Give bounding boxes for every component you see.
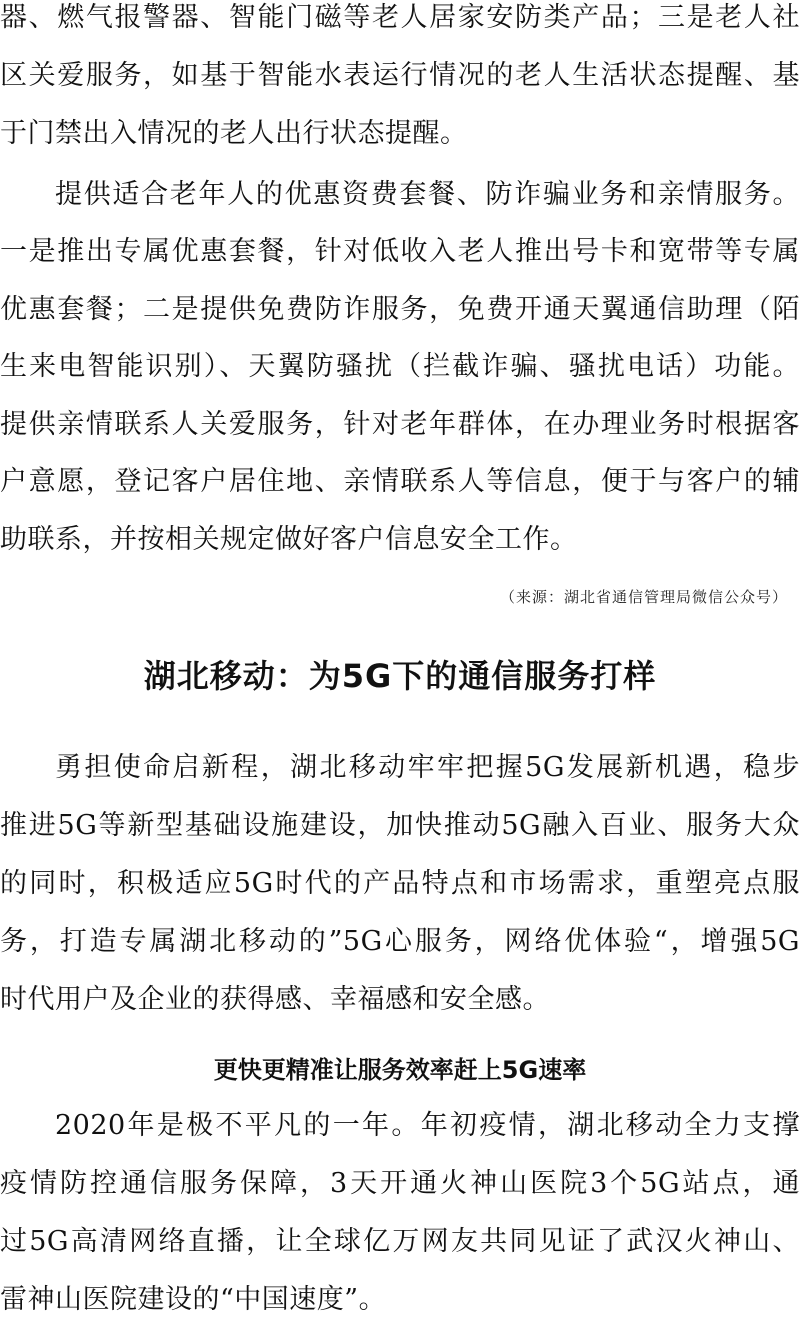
paragraph-line: 提供适合老年人的优惠资费套餐、防诈骗业务和亲情服务。 <box>55 179 800 210</box>
paragraph-line: 一是推出专属优惠套餐，针对低收入老人推出号卡和宽带等专属 <box>0 236 800 267</box>
paragraph-line: 勇担使命启新程，湖北移动牢牢把握5G发展新机遇，稳步 <box>55 752 800 783</box>
paragraph-line: 助联系，并按相关规定做好客户信息安全工作。 <box>0 524 578 555</box>
paragraph-line: 优惠套餐；二是提供免费防诈服务，免费开通天翼通信助理（陌 <box>0 294 800 325</box>
paragraph-line: 推进5G等新型基础设施建设，加快推动5G融入百业、服务大众 <box>0 810 800 841</box>
section-title: 更快更精准让服务效率赶上5G速率 <box>213 1056 587 1084</box>
paragraph-line: 户意愿，登记客户居住地、亲情联系人等信息，便于与客户的辅 <box>0 466 800 497</box>
paragraph-line: 过5G高清网络直播，让全球亿万网友共同见证了武汉火神山、 <box>0 1226 800 1257</box>
paragraph-line: 器、燃气报警器、智能门磁等老人居家安防类产品；三是老人社 <box>0 2 800 33</box>
paragraph-line: 的同时，积极适应5G时代的产品特点和市场需求，重塑亮点服 <box>0 868 800 899</box>
paragraph-line: 于门禁出入情况的老人出行状态提醒。 <box>0 118 468 149</box>
paragraph-line: 生来电智能识别）、天翼防骚扰（拦截诈骗、骚扰电话）功能。 <box>0 351 800 382</box>
paragraph-line: 雷神山医院建设的“中国速度”。 <box>0 1284 387 1315</box>
paragraph-line: 时代用户及企业的获得感、幸福感和安全感。 <box>0 984 550 1015</box>
paragraph-line: 疫情防控通信服务保障，3天开通火神山医院3个5G站点，通 <box>0 1168 800 1199</box>
paragraph-line: 区关爱服务，如基于智能水表运行情况的老人生活状态提醒、基 <box>0 60 800 91</box>
paragraph-line: 务，打造专属湖北移动的”5G心服务，网络优体验“，增强5G <box>0 926 800 957</box>
paragraph-line: 提供亲情联系人关爱服务，针对老年群体，在办理业务时根据客 <box>0 409 800 440</box>
article-title: 湖北移动：为5G下的通信服务打样 <box>143 657 657 695</box>
source-note: （来源：湖北省通信管理局微信公众号） <box>499 588 788 606</box>
paragraph-line: 2020年是极不平凡的一年。年初疫情，湖北移动全力支撑 <box>55 1110 800 1141</box>
